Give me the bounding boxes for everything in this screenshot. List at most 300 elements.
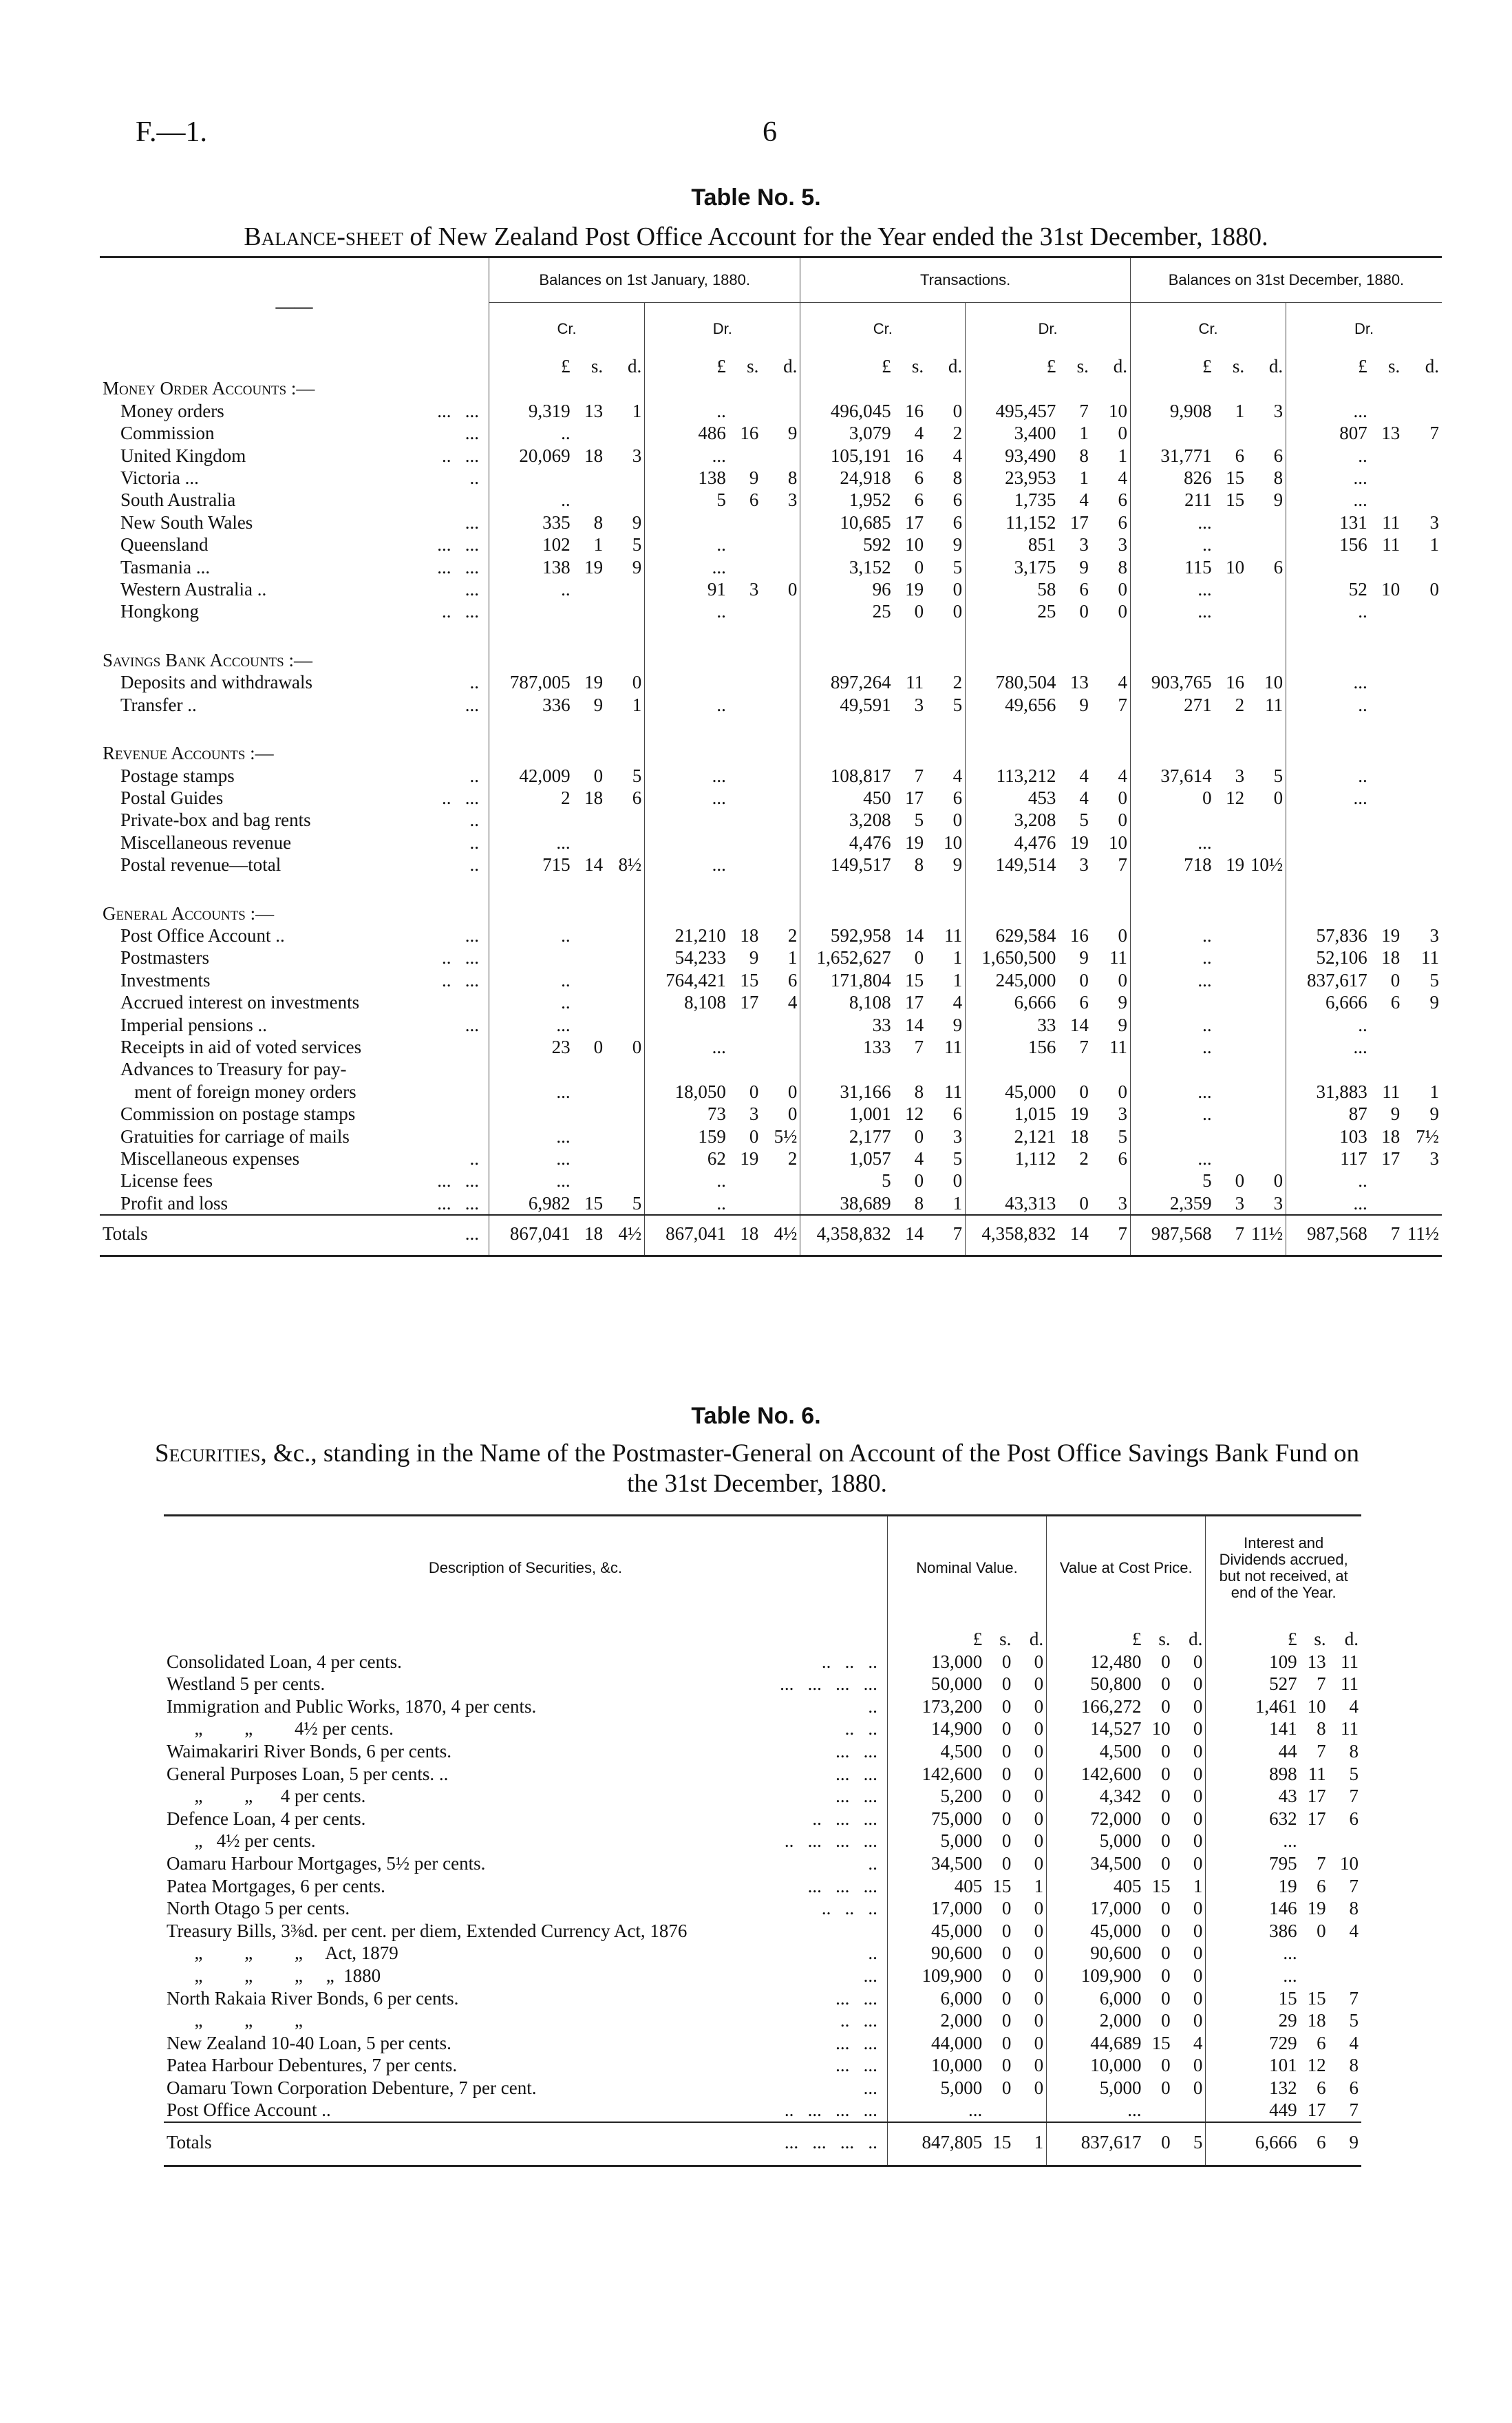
shillings-cell: 2: [1079, 1148, 1089, 1169]
pence-cell: 1: [952, 1192, 963, 1214]
table-row: [100, 400, 1442, 422]
shillings-cell: 17: [905, 992, 924, 1013]
shillings-cell: 10: [1381, 579, 1401, 600]
table-row: [100, 1081, 1442, 1103]
shillings-cell: [729, 1192, 762, 1215]
pounds-cell: 6,666: [1206, 2122, 1300, 2166]
pence-cell: 0: [1193, 1808, 1203, 1829]
leader-dots: ..: [469, 765, 480, 786]
pence-cell: 4: [787, 992, 798, 1013]
pounds-cell: 898: [1206, 1763, 1300, 1786]
pence-cell: 6: [787, 969, 798, 991]
pounds-cell: 2,177: [800, 1125, 894, 1147]
pence-cell: 0: [1193, 1898, 1203, 1919]
pence-cell: 9: [1429, 992, 1439, 1013]
pence-cell: [606, 422, 645, 444]
pounds-cell: 1,015: [966, 1103, 1059, 1125]
shillings-cell: 16: [740, 423, 759, 444]
pence-cell: 9: [952, 534, 963, 556]
empty-cell: [800, 377, 894, 399]
pence-cell: [1247, 946, 1286, 969]
pounds-cell: 109: [1206, 1651, 1300, 1673]
pence-cell: [1247, 832, 1286, 854]
table-row: [100, 694, 1442, 716]
pounds-cell: 2: [489, 787, 573, 809]
pounds-cell: ...: [1130, 511, 1214, 533]
pounds-cell: 141: [1206, 1717, 1300, 1740]
pence-cell: 9: [1273, 489, 1284, 511]
leader-dots: ... ...: [835, 1763, 877, 1784]
leader-dots: ..: [469, 1148, 480, 1169]
pounds-cell: ..: [1130, 1014, 1214, 1036]
pounds-cell: 867,041: [489, 1215, 573, 1256]
pounds-cell: [966, 1058, 1059, 1080]
pence-cell: 0: [952, 1170, 963, 1192]
row-label: [164, 2077, 887, 2099]
pounds-cell: 335: [489, 511, 573, 533]
leader-dots: ..: [469, 854, 480, 876]
pounds-cell: [645, 809, 729, 831]
shillings-cell: 9: [1390, 1103, 1401, 1125]
pence-cell: [1403, 467, 1442, 489]
pounds-cell: ...: [645, 445, 729, 467]
shillings-cell: [1370, 489, 1403, 511]
empty-cell: [645, 876, 729, 924]
row-label-text: Totals: [167, 2132, 212, 2153]
pounds-cell: 43: [1206, 1785, 1300, 1808]
empty-cell: [729, 876, 762, 924]
pounds-cell: 34,500: [1047, 1852, 1144, 1875]
shillings-cell: [1215, 578, 1248, 600]
pounds-cell: ...: [645, 854, 729, 876]
pence-cell: 0: [952, 810, 963, 831]
row-label-text: Gratuities for carriage of mails: [120, 1125, 350, 1147]
pounds-cell: 336: [489, 694, 573, 716]
pence-cell: 0: [1118, 969, 1127, 991]
shillings-cell: 18: [1307, 2010, 1326, 2031]
row-label-text: Advances to Treasury for pay-: [120, 1059, 347, 1080]
leader-dots: ... ...: [437, 1192, 480, 1214]
pence-cell: 0: [1118, 787, 1127, 808]
shillings-cell: [729, 600, 762, 622]
pounds-cell: 592: [800, 533, 894, 556]
pence-cell: 10: [1108, 400, 1127, 421]
pence-cell: [606, 946, 645, 969]
row-label-text: Money orders: [120, 400, 224, 421]
shillings-cell: [1370, 600, 1403, 622]
row-label: [100, 578, 489, 600]
shillings-cell: [573, 1125, 606, 1147]
pounds-cell: ...: [489, 1147, 573, 1170]
pence-cell: 11½: [1403, 1215, 1442, 1256]
pence-cell: 7: [926, 1215, 966, 1256]
empty-cell: [800, 876, 894, 924]
shillings-cell: 0: [1161, 1808, 1171, 1829]
row-label: [100, 1036, 489, 1058]
pence-cell: 6: [1118, 511, 1127, 533]
page-ref: F.—1.: [136, 116, 207, 148]
pounds-cell: 4,476: [800, 832, 894, 854]
shillings-cell: 0: [1001, 1920, 1012, 1941]
empty-cell: [1092, 716, 1131, 764]
pounds-cell: ...: [1286, 1036, 1370, 1058]
pounds-cell: 8,108: [645, 991, 729, 1013]
pounds-cell: 718: [1130, 854, 1214, 876]
pence-cell: 6: [1349, 2077, 1359, 2098]
currency-label: £: [645, 355, 729, 377]
shillings-cell: 0: [1161, 1673, 1171, 1695]
shillings-cell: [1144, 2099, 1173, 2122]
pence-cell: [1247, 1014, 1286, 1036]
row-label: [100, 924, 489, 946]
shillings-cell: 6: [914, 489, 924, 511]
balance-sheet-table: [100, 256, 1442, 1257]
pence-cell: 0: [1034, 1898, 1044, 1919]
pounds-cell: 4,358,832: [800, 1215, 894, 1256]
shillings-cell: 0: [1001, 1786, 1012, 1807]
table-row: [164, 2099, 1361, 2122]
row-label: [100, 832, 489, 854]
section-header: [100, 377, 1442, 399]
currency-label: s.: [999, 1629, 1012, 1649]
pence-cell: 7: [1349, 1786, 1359, 1807]
shillings-cell: 6: [1317, 1875, 1326, 1896]
empty-cell: [1286, 623, 1370, 671]
pence-cell: [1329, 1942, 1361, 1965]
pounds-cell: ...: [489, 832, 573, 854]
row-label: [100, 355, 489, 377]
pence-cell: [1247, 511, 1286, 533]
shillings-cell: 0: [1161, 1786, 1171, 1807]
empty-cell: [1130, 716, 1214, 764]
pence-cell: 9: [952, 854, 963, 876]
shillings-cell: 13: [1381, 423, 1401, 444]
shillings-cell: [1215, 809, 1248, 831]
shillings-cell: [1215, 1036, 1248, 1058]
shillings-cell: 0: [1001, 1898, 1012, 1919]
currency-label: £: [887, 1620, 985, 1651]
pence-cell: 5: [1349, 1763, 1359, 1784]
pence-cell: 4: [1118, 467, 1127, 489]
pence-cell: 9: [1118, 1014, 1127, 1035]
pence-cell: 0: [952, 400, 963, 421]
shillings-cell: [729, 1170, 762, 1192]
pounds-cell: 2,121: [966, 1125, 1059, 1147]
pence-cell: [606, 832, 645, 854]
pounds-cell: [645, 1014, 729, 1036]
pounds-cell: 159: [645, 1125, 729, 1147]
shillings-cell: 4: [1079, 489, 1089, 511]
shillings-cell: [1370, 1036, 1403, 1058]
pounds-cell: 31,771: [1130, 445, 1214, 467]
pence-cell: 11: [944, 1036, 963, 1057]
pence-cell: [1329, 1965, 1361, 1987]
pence-cell: [1247, 578, 1286, 600]
shillings-cell: 7: [1215, 1215, 1248, 1256]
shillings-cell: [1215, 1147, 1248, 1170]
row-label-text: Miscellaneous revenue: [120, 832, 292, 853]
pounds-cell: 33: [966, 1014, 1059, 1036]
row-label: [100, 1014, 489, 1036]
pounds-cell: 10,000: [1047, 2054, 1144, 2077]
shillings-cell: 6: [1300, 2122, 1329, 2166]
empty-cell: [966, 716, 1059, 764]
shillings-cell: 0: [914, 947, 924, 969]
pounds-cell: 5,000: [1047, 1830, 1144, 1852]
pounds-cell: 50,000: [887, 1673, 985, 1695]
shillings-cell: [1215, 422, 1248, 444]
pounds-cell: 2,359: [1130, 1192, 1214, 1215]
row-label: [164, 1875, 887, 1898]
pounds-cell: 5,000: [887, 2077, 985, 2099]
leader-dots: ...: [465, 1014, 480, 1035]
pounds-cell: 31,166: [800, 1081, 894, 1103]
pence-cell: 4: [1349, 1695, 1359, 1717]
leader-dots: ...: [465, 924, 480, 946]
pence-cell: 0: [1193, 1920, 1203, 1941]
row-label: [100, 1058, 489, 1080]
pounds-cell: 405: [1047, 1875, 1144, 1898]
leader-dots: ..: [868, 1943, 877, 1964]
pence-cell: 10: [944, 832, 963, 853]
table-row: [100, 467, 1442, 489]
pence-cell: [761, 1192, 800, 1215]
shillings-cell: 0: [1161, 1740, 1171, 1761]
row-label-text: Deposits and withdrawals: [120, 672, 312, 693]
pounds-cell: 54,233: [645, 946, 729, 969]
pounds-cell: ...: [1206, 1942, 1300, 1965]
pence-cell: 0: [1429, 579, 1439, 600]
pence-cell: 0: [1118, 810, 1127, 831]
pounds-cell: 837,617: [1286, 969, 1370, 991]
pence-cell: [1403, 1036, 1442, 1058]
pence-cell: 11: [1109, 1036, 1127, 1057]
pence-cell: 9: [632, 511, 642, 533]
pence-cell: 0: [1034, 1943, 1044, 1964]
pounds-cell: [489, 600, 573, 622]
pounds-cell: 90,600: [1047, 1942, 1144, 1965]
pounds-cell: 25: [966, 600, 1059, 622]
shillings-cell: 0: [914, 601, 924, 622]
shillings-cell: 14: [905, 1014, 924, 1035]
table-row: [100, 809, 1442, 831]
pence-cell: 8: [1349, 2055, 1359, 2076]
pounds-cell: ...: [1286, 1192, 1370, 1215]
pounds-cell: 52,106: [1286, 946, 1370, 969]
pounds-cell: 632: [1206, 1808, 1300, 1830]
pence-cell: 0: [1034, 1852, 1044, 1874]
shillings-cell: [573, 422, 606, 444]
currency-label: d.: [948, 356, 963, 377]
pence-cell: [606, 489, 645, 511]
shillings-cell: [729, 511, 762, 533]
pence-cell: [1014, 2099, 1046, 2122]
shillings-cell: [1370, 765, 1403, 787]
row-label-text: Queensland: [120, 534, 209, 556]
leader-dots: ... ...: [835, 2055, 877, 2076]
shillings-cell: [1370, 1014, 1403, 1036]
pounds-cell: 149,514: [966, 854, 1059, 876]
header-dr: Dr.: [1286, 303, 1442, 356]
pence-cell: 3: [1118, 1192, 1127, 1214]
shillings-cell: [1215, 991, 1248, 1013]
currency-label: d.: [627, 356, 642, 377]
row-label: [100, 511, 489, 533]
pounds-cell: 486: [645, 422, 729, 444]
shillings-cell: 0: [1001, 2032, 1012, 2053]
shillings-cell: [1215, 1103, 1248, 1125]
pounds-cell: 10,685: [800, 511, 894, 533]
pounds-cell: 87: [1286, 1103, 1370, 1125]
pence-cell: 0: [1034, 1695, 1044, 1717]
pence-cell: 6: [1349, 1808, 1359, 1829]
pence-cell: [1247, 1125, 1286, 1147]
pounds-cell: [1286, 809, 1370, 831]
empty-cell: [1215, 716, 1248, 764]
pence-cell: 0: [1034, 1920, 1044, 1941]
header-dr: Dr.: [966, 303, 1131, 356]
leader-dots: .. ...: [442, 947, 480, 969]
pence-cell: 10: [1340, 1852, 1359, 1874]
shillings-cell: 0: [1161, 1943, 1171, 1964]
leader-dots: ... ... ... ...: [780, 1673, 877, 1695]
header-dr: Dr.: [645, 303, 800, 356]
shillings-cell: 8: [914, 854, 924, 876]
empty-cell: [926, 876, 966, 924]
shillings-cell: 18: [573, 1215, 606, 1256]
shillings-cell: [1370, 1192, 1403, 1215]
section-title: Savings Bank Accounts :—: [103, 649, 312, 670]
pounds-cell: 142,600: [887, 1763, 985, 1786]
pounds-cell: ..: [1130, 1103, 1214, 1125]
shillings-cell: 0: [1161, 2055, 1171, 2076]
pence-cell: [761, 854, 800, 876]
pence-cell: 0: [632, 672, 642, 693]
pence-cell: [1403, 556, 1442, 578]
pence-cell: 2: [952, 672, 963, 693]
currency-label: s.: [590, 356, 604, 377]
table6-title: Table No. 6.: [691, 1403, 821, 1429]
pence-cell: 6: [952, 787, 963, 808]
pounds-cell: 45,000: [887, 1920, 985, 1943]
pence-cell: [1403, 832, 1442, 854]
pounds-cell: 18,050: [645, 1081, 729, 1103]
pence-cell: 3: [1118, 1103, 1127, 1125]
empty-cell: [489, 716, 573, 764]
pounds-cell: 57,836: [1286, 924, 1370, 946]
empty-cell: [1215, 377, 1248, 399]
pounds-cell: 5,000: [1047, 2077, 1144, 2099]
section-title: General Accounts :—: [103, 902, 275, 924]
table-row: [100, 969, 1442, 991]
pence-cell: 7: [1349, 2099, 1359, 2121]
shillings-cell: [729, 533, 762, 556]
pence-cell: 8: [787, 467, 798, 489]
currency-label: d.: [783, 356, 798, 377]
pence-cell: 9: [1118, 992, 1127, 1013]
row-label: [100, 809, 489, 831]
table-row: [164, 1920, 1361, 1943]
pence-cell: [761, 556, 800, 578]
pounds-cell: 101: [1206, 2054, 1300, 2077]
shillings-cell: [573, 1058, 606, 1080]
pence-cell: 0: [1034, 2032, 1044, 2053]
shillings-cell: 19: [905, 832, 924, 853]
shillings-cell: 3: [1235, 1192, 1245, 1214]
shillings-cell: 0: [1161, 1852, 1171, 1874]
pounds-cell: ...: [1206, 1965, 1300, 1987]
shillings-cell: [573, 991, 606, 1013]
pence-cell: 5: [952, 694, 963, 715]
pence-cell: 10: [1108, 832, 1127, 853]
pounds-cell: 453: [966, 787, 1059, 809]
leader-dots: .. ..: [844, 1718, 877, 1739]
pence-cell: [1092, 1170, 1131, 1192]
row-label: [100, 533, 489, 556]
table-row: [164, 1763, 1361, 1786]
shillings-cell: 19: [740, 1148, 759, 1169]
shillings-cell: [1058, 1170, 1092, 1192]
shillings-cell: 0: [1235, 1170, 1245, 1192]
pounds-cell: 23: [489, 1036, 573, 1058]
pence-cell: [761, 445, 800, 467]
row-label-text: Oamaru Harbour Mortgages, 5½ per cents.: [167, 1852, 486, 1874]
empty-cell: [573, 876, 606, 924]
empty-cell: [1215, 876, 1248, 924]
shillings-cell: 4: [914, 1148, 924, 1169]
pounds-cell: [489, 946, 573, 969]
shillings-cell: [1215, 533, 1248, 556]
currency-label: s.: [911, 356, 924, 377]
shillings-cell: [729, 671, 762, 693]
currency-label: £: [489, 355, 573, 377]
shillings-cell: 18: [584, 445, 604, 466]
pounds-cell: 1,461: [1206, 1695, 1300, 1718]
shillings-cell: 16: [905, 400, 924, 421]
shillings-cell: 0: [1079, 601, 1089, 622]
pounds-cell: 5,000: [887, 1830, 985, 1852]
row-label: [164, 2122, 887, 2166]
empty-cell: [1370, 377, 1403, 399]
pence-cell: [761, 1036, 800, 1058]
pounds-cell: 4,500: [887, 1740, 985, 1763]
pence-cell: 0: [787, 1081, 798, 1102]
shillings-cell: [1215, 924, 1248, 946]
pounds-cell: 6,982: [489, 1192, 573, 1215]
table-row: [100, 765, 1442, 787]
table-row: [164, 1875, 1361, 1898]
empty-cell: [1058, 716, 1092, 764]
pounds-cell: 42,009: [489, 765, 573, 787]
pence-cell: [761, 1014, 800, 1036]
pence-cell: [1247, 991, 1286, 1013]
row-label-text: Private-box and bag rents: [120, 810, 311, 831]
shillings-cell: 9: [749, 467, 759, 489]
shillings-cell: 16: [1069, 924, 1089, 946]
shillings-cell: 6: [1317, 2077, 1326, 2098]
pounds-cell: ...: [1047, 2099, 1144, 2122]
pence-cell: 4: [952, 765, 963, 786]
empty-cell: [966, 623, 1059, 671]
row-label-text: „ „ „: [167, 2010, 303, 2031]
pounds-cell: 211: [1130, 489, 1214, 511]
shillings-cell: [1370, 556, 1403, 578]
row-label: [100, 600, 489, 622]
empty-cell: [1058, 876, 1092, 924]
currency-label: s.: [1232, 356, 1245, 377]
pence-cell: [606, 991, 645, 1013]
pence-cell: 4: [1349, 2032, 1359, 2053]
